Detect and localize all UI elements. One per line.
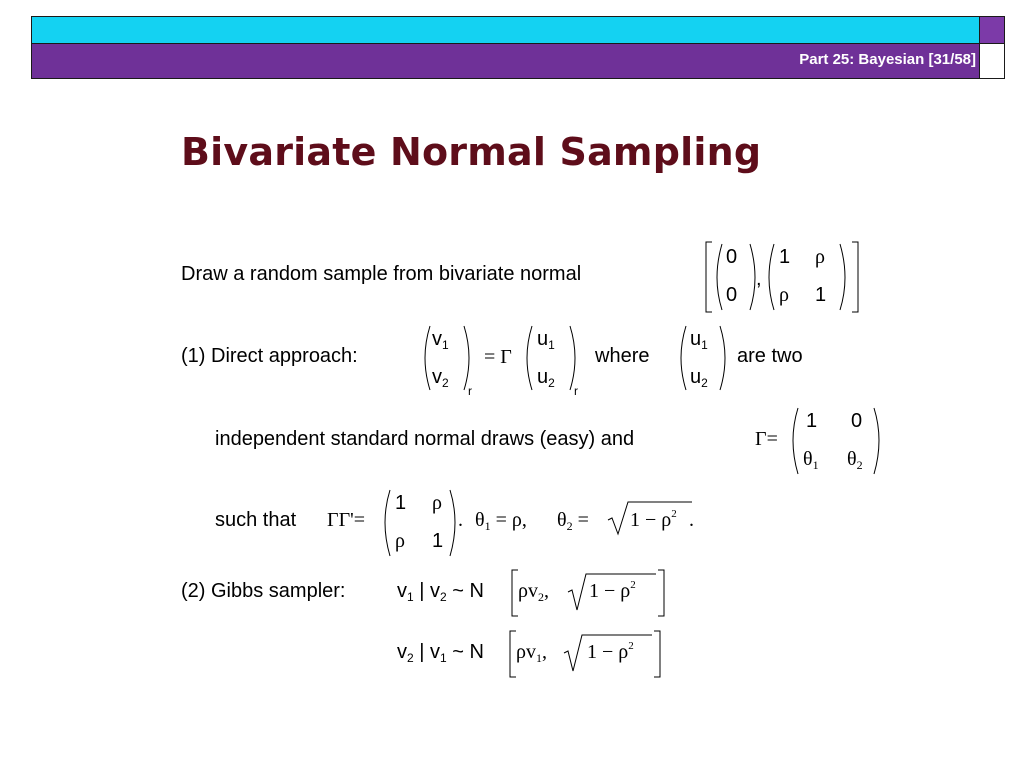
- sqrt-body: $1 - \rho^2$: [630, 508, 677, 531]
- gibbs-sd-1: $1 - \rho^2$: [589, 579, 636, 602]
- gibbs-mean-1: $\rho v_2$,: [518, 580, 549, 604]
- cov-entry: 1: [779, 246, 791, 268]
- theta2-def: $\theta_2$ =: [557, 509, 589, 533]
- line1-text: Draw a random sample from bivariate normal: [181, 263, 582, 285]
- cov2-entry: ρ: [432, 492, 442, 514]
- v-r-subscript: r: [468, 384, 472, 398]
- gibbs-mean-2: $\rho v_1$,: [516, 641, 547, 665]
- gamma-gamma-prime: ΓΓ'=: [327, 509, 366, 531]
- line4-end-dot: .: [689, 509, 694, 531]
- slide-title: Bivariate Normal Sampling: [181, 130, 762, 174]
- v1-entry: $v_1$: [432, 328, 449, 352]
- slide-number-label: Part 25: Bayesian [31/58]: [799, 51, 976, 68]
- gibbs-sd-2: $1 - \rho^2$: [587, 640, 634, 663]
- gamma-equals: Γ=: [755, 428, 778, 450]
- v2-entry: $v_2$: [432, 366, 449, 390]
- such-that-text: such that: [215, 509, 297, 531]
- gibbs-cond-2: $v_2$ | $v_1$ ~ N: [397, 641, 484, 665]
- gamma-entry: 1: [806, 410, 818, 432]
- cov2-entry: 1: [432, 530, 444, 552]
- direct-approach-label: (1) Direct approach:: [181, 345, 358, 367]
- gamma-matrix-parens: [782, 402, 892, 482]
- equals-gamma: = Γ: [484, 346, 512, 368]
- header-top-bar: [31, 16, 979, 44]
- line1-comma: ,: [756, 268, 762, 290]
- u1-entry: $u_1$: [537, 328, 555, 352]
- header-corner-square-white: [979, 43, 1005, 79]
- cov-entry: ρ: [815, 246, 825, 268]
- cov-matrix-parens: [376, 484, 466, 564]
- header-corner-square: [979, 16, 1005, 44]
- gamma-entry: 0: [851, 410, 863, 432]
- cov2-entry: ρ: [395, 530, 405, 552]
- theta1-def: $\theta_1 = \rho$,: [475, 509, 527, 533]
- gibbs-label: (2) Gibbs sampler:: [181, 580, 346, 602]
- u1-entry-b: $u_1$: [690, 328, 708, 352]
- line4-dot: .: [458, 509, 463, 531]
- u2-entry: $u_2$: [537, 366, 555, 390]
- line3-text: independent standard normal draws (easy) and: [215, 428, 635, 450]
- mean-entry: 0: [726, 246, 738, 268]
- where-text: where: [595, 345, 650, 367]
- theta2-entry: $\theta_2$: [847, 448, 863, 472]
- u2-entry-b: $u_2$: [690, 366, 708, 390]
- are-two-text: are two: [737, 345, 803, 367]
- u-r-subscript: r: [574, 384, 578, 398]
- cov-entry: ρ: [779, 284, 789, 306]
- cov2-entry: 1: [395, 492, 407, 514]
- gibbs-cond-1: $v_1$ | $v_2$ ~ N: [397, 580, 484, 604]
- mean-entry: 0: [726, 284, 738, 306]
- theta1-entry: $\theta_1$: [803, 448, 819, 472]
- cov-entry: 1: [815, 284, 827, 306]
